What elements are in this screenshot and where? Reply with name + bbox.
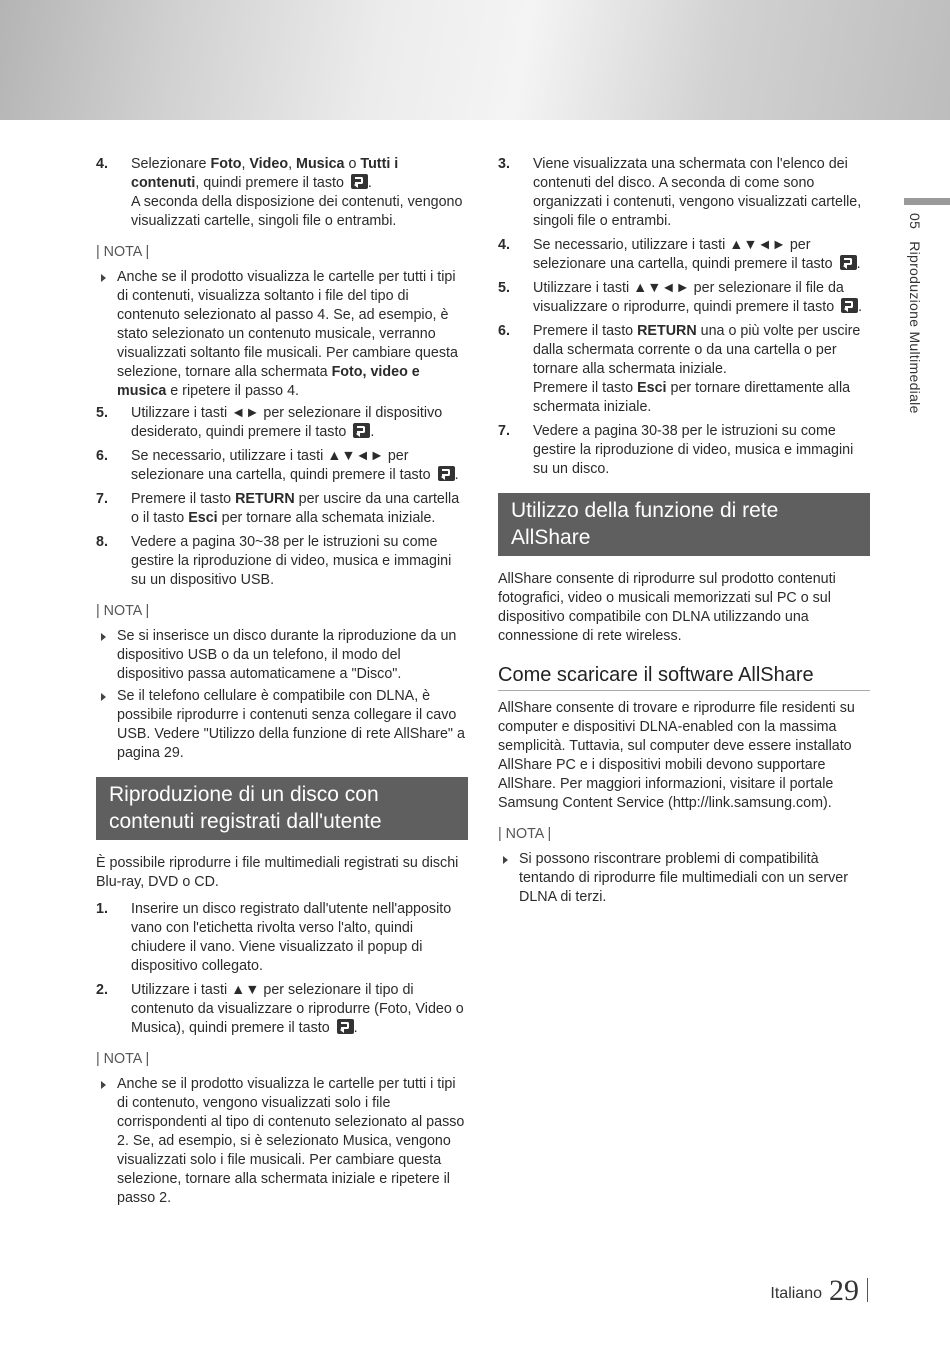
enter-key-icon: [353, 423, 370, 438]
footer-divider: [867, 1278, 868, 1302]
chapter-tab-marker: [904, 198, 950, 205]
nota-label: | NOTA |: [96, 603, 150, 619]
bullet-arrow-icon: [101, 693, 106, 701]
enter-key-icon: [351, 174, 368, 189]
step-5: 5. Utilizzare i tasti ◄► per selezionare il dispositivo desiderato, quindi premere il tasto .: [96, 405, 443, 440]
enter-key-icon: [840, 255, 857, 270]
header-band: [0, 0, 950, 120]
step-2: 2. Utilizzare i tasti ▲▼ per selezionare il tipo di contenuto da visualizzare o riprodurre (Foto, Video o Musica), quindi premere il tasto .: [96, 982, 464, 1036]
bullet-arrow-icon: [101, 633, 106, 641]
step-4: 4. Selezionare Foto, Video, Musica o Tutti i contenuti, quindi premere il tasto . A seconda della disposizione dei contenuti, vengono visualizzati cartelle, singoli file o entrambi.: [96, 156, 463, 229]
section-heading: Riproduzione di un disco con contenuti registrati dall'utente: [96, 777, 468, 840]
step-3: 3. Viene visualizzata una schermata con l'elenco dei contenuti del disco. A seconda di come sono organizzati i contenuti, vengono visualizzati cartelle, singoli file o entrambi.: [498, 156, 862, 229]
section-heading: Utilizzo della funzione di rete AllShare: [498, 493, 870, 556]
step-6: 6. Se necessario, utilizzare i tasti ▲▼◄► per selezionare una cartella, quindi premere il tasto .: [96, 448, 459, 483]
left-column: [96, 155, 468, 1211]
bullet-arrow-icon: [101, 274, 106, 282]
step-7: 7. Premere il tasto RETURN per uscire da una cartella o il tasto Esci per tornare alla schemata iniziale.: [96, 491, 460, 526]
nota-bullet: Si possono riscontrare problemi di compatibilità tentando di riprodurre file multimediali con un server DLNA di terzi.: [498, 850, 870, 907]
nota-label: | NOTA |: [498, 826, 552, 842]
page-number: 29: [829, 1274, 859, 1307]
enter-key-icon: [337, 1019, 354, 1034]
section-intro: AllShare consente di riprodurre sul prodotto contenuti fotografici, video o musicali memorizzati sul PC o sul dispositivo compatibile con DLNA utilizzando una connessione di rete wireless.: [498, 571, 836, 644]
nota-bullet: Anche se il prodotto visualizza le cartelle per tutti i tipi di contenuto, vengono visualizzati solo i file corrispondenti al tipo di contenuto selezionato al passo 2. Se, ad esempio, si è selezionato Musica, vengono visualizzati solo i file musicali. Per cambiare questa selezione, tornare alla schermata iniziale e ripetere il passo 2.: [96, 1075, 468, 1208]
enter-key-icon: [841, 298, 858, 313]
step-6: 6. Premere il tasto RETURN una o più volte per uscire dalla schermata corrente o da una cartella o per tornare alla schermata iniziale. Premere il tasto Esci per tornare direttamente alla schermata iniziale.: [498, 323, 861, 415]
nota-bullet: Se si inserisce un disco durante la riproduzione da un dispositivo USB o da un telefono, il modo del dispositivo passa automaticamene a "Disco".: [96, 627, 468, 684]
subheading-paragraph: AllShare consente di trovare e riprodurre file residenti su computer e dispositivi DLNA-enabled con la massima semplicità. Tuttavia, sul computer deve essere installato AllShare PC e i dispositivi mobili devono supportare AllShare. Per maggiori informazioni, visitare il portale Samsung Content Service (http://link.samsung.com).: [498, 700, 855, 811]
step-4: 4. Se necessario, utilizzare i tasti ▲▼◄► per selezionare una cartella, quindi premere il tasto .: [498, 237, 861, 272]
nota-label: | NOTA |: [96, 1051, 150, 1067]
bullet-arrow-icon: [503, 856, 508, 864]
nota-label: | NOTA |: [96, 244, 150, 260]
page-footer: [770, 1276, 868, 1306]
nota-bullet: Anche se il prodotto visualizza le cartelle per tutti i tipi di contenuti, visualizza soltanto i file del tipo di contenuto selezionato al passo 4. Se, ad esempio, è stato selezionato un contenuto musicale, verranno visualizzati soltanto file musicali. Per cambiare questa selezione, tornare alla schermata Foto, video e musica e ripetere il passo 4.: [96, 268, 468, 401]
step-8: 8. Vedere a pagina 30~38 per le istruzioni su come gestire la riproduzione di video, musica e immagini su un dispositivo USB.: [96, 534, 452, 588]
enter-key-icon: [438, 466, 455, 481]
step-7: 7. Vedere a pagina 30-38 per le istruzioni su come gestire la riproduzione di video, musica e immagini su un disco.: [498, 423, 854, 477]
step-5: 5. Utilizzare i tasti ▲▼◄► per selezionare il file da visualizzare o riprodurre, quindi premere il tasto .: [498, 280, 863, 315]
step-1: 1. Inserire un disco registrato dall'utente nell'apposito vano con l'etichetta rivolta verso l'alto, quindi chiudere il vano. Viene visualizzato il popup di dispositivo collegato.: [96, 901, 452, 974]
chapter-label: 05Riproduzione Multimediale: [907, 213, 923, 414]
bullet-arrow-icon: [101, 1081, 106, 1089]
section-intro: È possibile riprodurre i file multimediali registrati su dischi Blu-ray, DVD o CD.: [96, 855, 459, 890]
footer-language: Italiano: [770, 1285, 822, 1302]
nota-bullet: Se il telefono cellulare è compatibile con DLNA, è possibile riprodurre i contenuti senza collegare il cavo USB. Vedere "Utilizzo della funzione di rete AllShare" a pagina 29.: [96, 687, 468, 763]
subheading: Come scaricare il software AllShare: [498, 662, 870, 691]
right-column: [498, 155, 870, 910]
